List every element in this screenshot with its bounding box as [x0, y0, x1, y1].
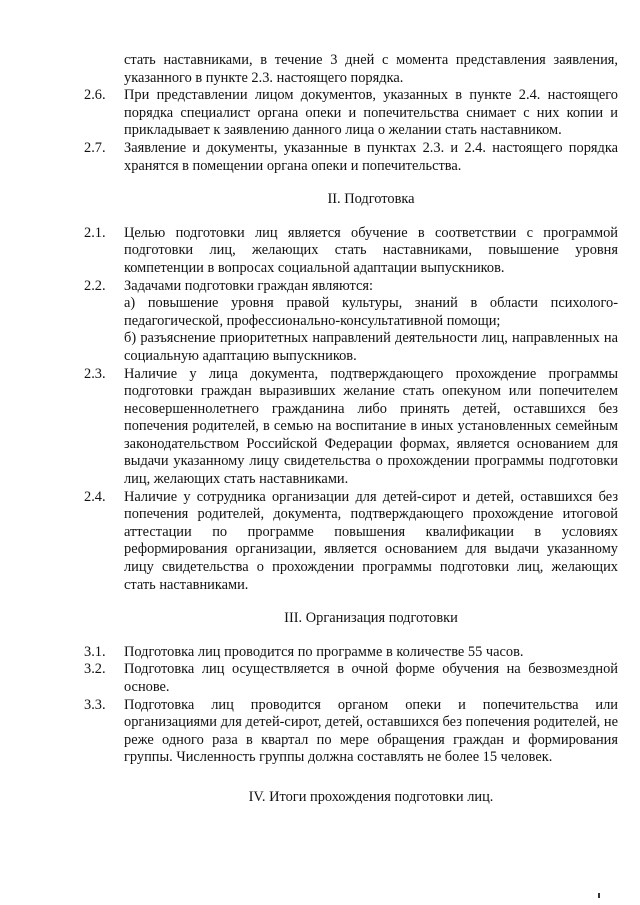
item-number: 3.2.	[84, 661, 106, 678]
item-text: При представлении лицом документов, указанных в пункте 2.4. настоящего порядка специалист органа опеки и попечительства снимает с них копии и прикладывает к заявлению данного лица о желании стать наставником.	[124, 87, 618, 139]
item-number: 2.2.	[84, 277, 106, 294]
item-2-3	[84, 366, 618, 489]
item-3-2	[84, 661, 618, 696]
item-number: 3.3.	[84, 696, 106, 713]
item-number: 2.6.	[84, 87, 106, 104]
section-heading-4: IV. Итоги прохождения подготовки лиц.	[248, 788, 494, 805]
item-number: 2.4.	[84, 488, 106, 505]
continued-paragraph: стать наставниками, в течение 3 дней с момента представления заявления, указанного в пункте 2.3. настоящего порядка.	[124, 52, 618, 86]
item-text: Заявление и документы, указанные в пунктах 2.3. и 2.4. настоящего порядка хранятся в помещении органа опеки и попечительства.	[124, 139, 618, 174]
item-text: Наличие у сотрудника организации для детей-сирот и детей, оставшихся без попечения родителей, документа, подтверждающего прохождение итоговой аттестации по программе повышения квалификации в условиях реформирования организации, является основанием для выдачи указанному лицу свидетельства о прохождении программы подготовки лиц, желающих стать наставниками.	[124, 488, 618, 593]
item-body	[124, 278, 618, 366]
item-text: Подготовка лиц осуществляется в очной форме обучения на безвозмездной основе.	[124, 661, 618, 695]
item-2-1	[84, 225, 618, 278]
section-heading-2: II. Подготовка	[327, 191, 415, 208]
item-2-4	[84, 489, 618, 595]
item-number: 3.1.	[84, 643, 106, 660]
item-3-1	[84, 644, 618, 662]
item-text: Задачами подготовки граждан являются:	[124, 277, 373, 294]
scan-mark	[598, 893, 600, 898]
item-2-7	[84, 140, 618, 175]
item-number: 2.7.	[84, 139, 106, 156]
item-text: Наличие у лица документа, подтверждающего прохождение программы подготовки граждан выразивших желание стать опекуном или попечителем несовершеннолетнего гражданина либо принять детей, оставшихся без попечения родителей, в семью на воспитание в иных установленных семейным законодательством Российской Федерации формах, является основанием для выдачи указанному лицу свидетельства о прохождении программы подготовки лиц, желающих стать наставниками.	[124, 365, 618, 488]
item-text: Подготовка лиц проводится по программе в количестве 55 часов.	[124, 643, 524, 660]
item-number: 2.3.	[84, 365, 106, 382]
item-text: Целью подготовки лиц является обучение в соответствии с программой подготовки лиц, желающих стать наставниками, повышение уровня компетенции в вопросах социальной адаптации выпускников.	[124, 224, 618, 276]
sub-item-b: б) разъяснение приоритетных направлений деятельности лиц, направленных на социальную адаптацию выпускников.	[124, 330, 618, 364]
item-text: Подготовка лиц проводится органом опеки и попечительства или организациями для детей-сирот, детей, оставшихся без попечения родителей, не реже одного раза в квартал по мере обращения граждан и формирования группы. Численность группы должна составлять не более 15 человек.	[124, 696, 618, 766]
item-number: 2.1.	[84, 224, 106, 241]
item-2-6	[84, 87, 618, 140]
document-body	[84, 52, 618, 807]
section-heading-3: III. Организация подготовки	[284, 610, 458, 627]
sub-item-a: а) повышение уровня правой культуры, знаний в области психолого-педагогической, профессионально-консультативной помощи;	[124, 295, 618, 329]
item-2-2	[84, 278, 618, 366]
item-3-3	[84, 697, 618, 767]
